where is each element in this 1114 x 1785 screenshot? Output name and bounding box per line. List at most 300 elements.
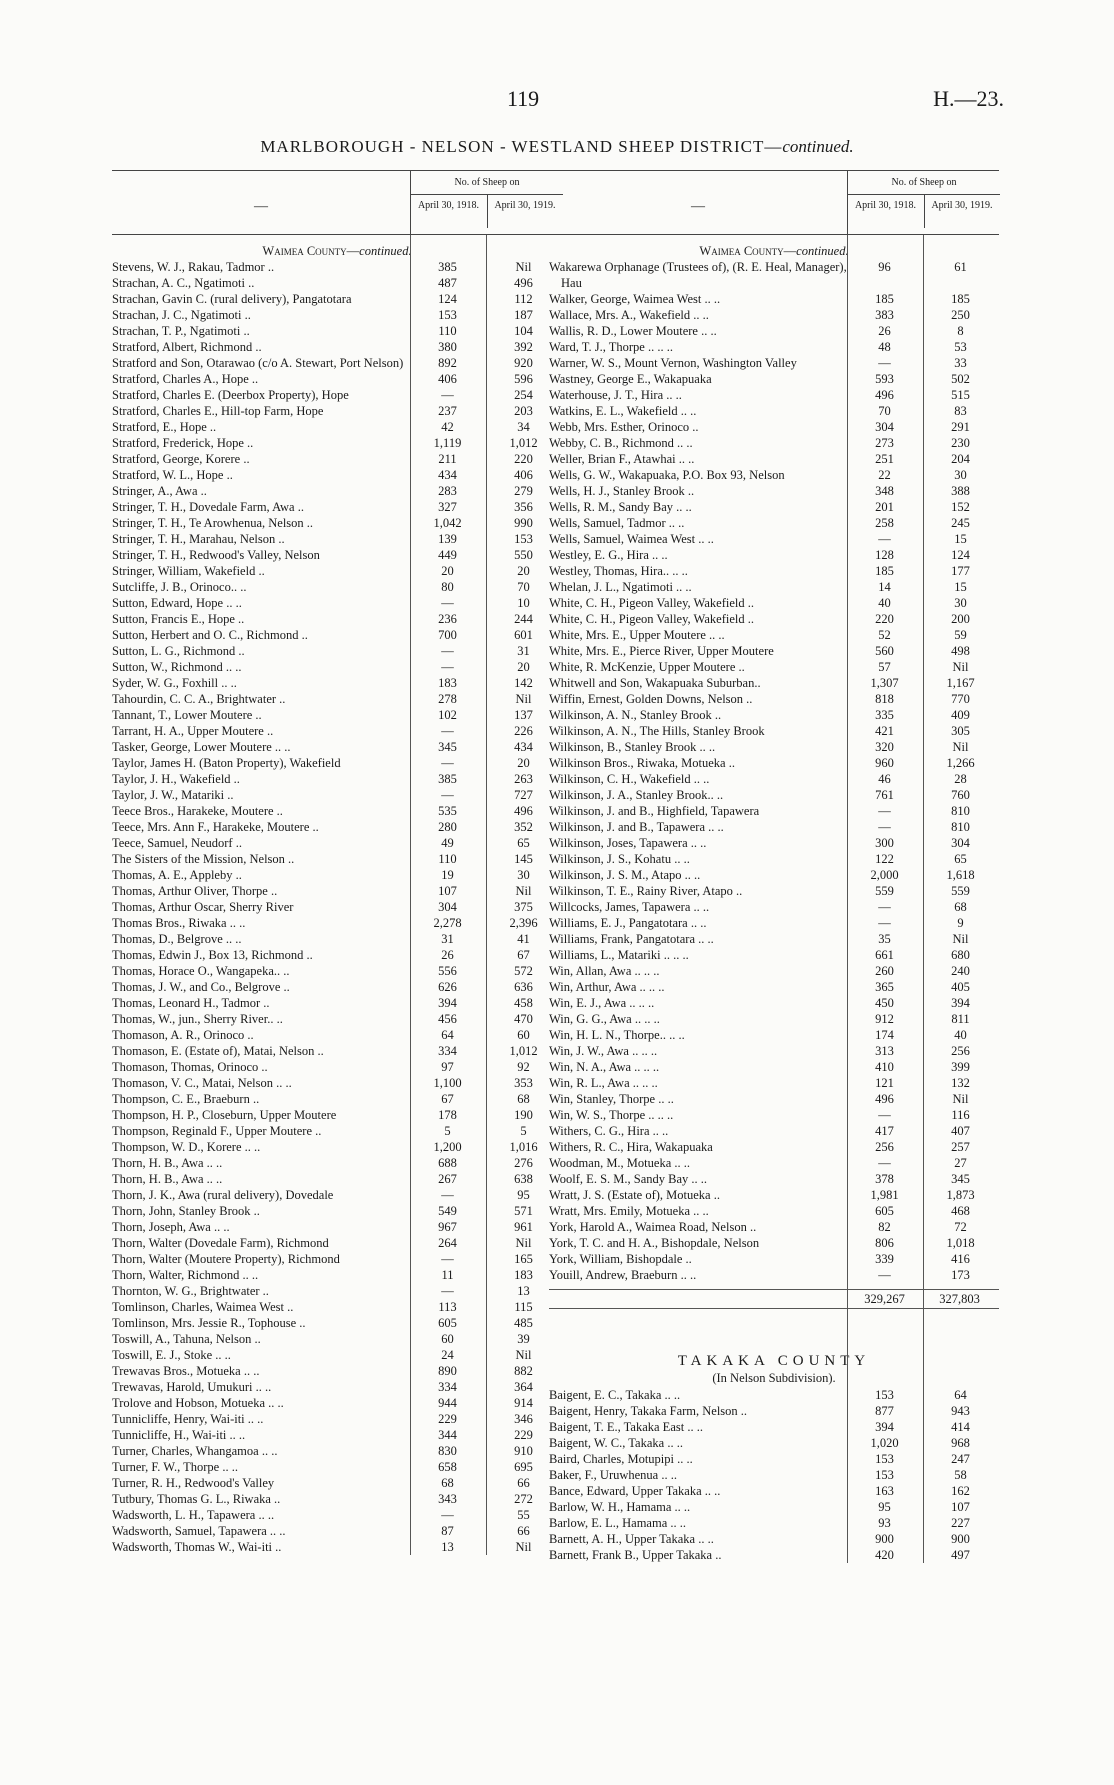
table-row: [549, 419, 999, 435]
table-row: [112, 1123, 562, 1139]
sheep-1918: 40: [878, 596, 891, 610]
owner-name: Baird, Charles, Motupipi .. ..: [549, 1452, 693, 1466]
sheep-1918: 163: [875, 1484, 894, 1498]
sheep-1918: 31: [441, 932, 454, 946]
sheep-1918: 912: [875, 1012, 894, 1026]
table-row: [549, 307, 999, 323]
table-row: [549, 995, 999, 1011]
table-row: [112, 915, 562, 931]
sheep-1919: 305: [951, 724, 970, 738]
sheep-1918: 220: [875, 612, 894, 626]
table-row: [112, 611, 562, 627]
table-row: [112, 1027, 562, 1043]
owner-name: Wilkinson, A. N., The Hills, Stanley Brook: [549, 724, 765, 738]
table-row: [112, 787, 562, 803]
sheep-1919: 1,012: [509, 1044, 538, 1058]
sheep-1919: 1,266: [946, 756, 975, 770]
sheep-1919: 250: [951, 308, 970, 322]
owner-name: Thorn, H. B., Awa .. ..: [112, 1156, 223, 1170]
table-row: [549, 819, 999, 835]
sheep-1919: 470: [514, 1012, 533, 1026]
sheep-1918: 892: [438, 356, 457, 370]
sheep-1919: 485: [514, 1316, 533, 1330]
owner-name: Baigent, T. E., Takaka East .. ..: [549, 1420, 703, 1434]
owner-name: Strachan, A. C., Ngatimoti ..: [112, 276, 255, 290]
sheep-1919: 1,018: [946, 1236, 975, 1250]
table-row: [112, 979, 562, 995]
sheep-1918: 264: [438, 1236, 457, 1250]
sheep-1919: 124: [951, 548, 970, 562]
sheep-1919: 882: [514, 1364, 533, 1378]
sheep-1918: 236: [438, 612, 457, 626]
sheep-1918: 890: [438, 1364, 457, 1378]
table-row: [112, 899, 562, 915]
owner-name: Baigent, E. C., Takaka .. ..: [549, 1388, 681, 1402]
sheep-1919: 345: [951, 1172, 970, 1186]
table-row: [549, 259, 999, 291]
owner-name: Win, H. L. N., Thorpe.. .. ..: [549, 1028, 685, 1042]
table-row: [112, 1251, 562, 1267]
sheep-1919: 2,396: [509, 916, 538, 930]
sheep-1919: 914: [514, 1396, 533, 1410]
sheep-1918: 605: [438, 1316, 457, 1330]
sheep-1919: 67: [517, 948, 530, 962]
owner-name: Thomas, W., jun., Sherry River.. ..: [112, 1012, 283, 1026]
sheep-1918: 1,020: [870, 1436, 899, 1450]
table-row: [112, 995, 562, 1011]
sheep-1919: 27: [954, 1156, 967, 1170]
owner-name: Stratford, W. L., Hope ..: [112, 468, 233, 482]
sheep-1918: 278: [438, 692, 457, 706]
owner-name: White, C. H., Pigeon Valley, Wakefield ..: [549, 612, 754, 626]
owner-name: Wilkinson, J. A., Stanley Brook.. ..: [549, 788, 724, 802]
sheep-1919: 256: [951, 1044, 970, 1058]
sheep-1918: 102: [438, 708, 457, 722]
sheep-1919: 230: [951, 436, 970, 450]
owner-name: Thompson, H. P., Closeburn, Upper Moutere: [112, 1108, 337, 1122]
table-row: [549, 899, 999, 915]
sheep-1918: 64: [441, 1028, 454, 1042]
owner-name: Withers, C. G., Hira .. ..: [549, 1124, 669, 1138]
sheep-1919: 116: [951, 1108, 970, 1122]
sheep-1919: 165: [514, 1252, 533, 1266]
sheep-1919: Nil: [515, 1236, 532, 1250]
sheep-1919: 405: [951, 980, 970, 994]
table-row: [549, 723, 999, 739]
owner-name: Win, Stanley, Thorpe .. ..: [549, 1092, 674, 1106]
sheep-1919: 226: [514, 724, 533, 738]
table-row: [549, 1091, 999, 1107]
sheep-1919: 388: [951, 484, 970, 498]
sheep-1919: 727: [514, 788, 533, 802]
owner-name: Win, N. A., Awa .. .. ..: [549, 1060, 660, 1074]
sheep-1919: Nil: [515, 1540, 532, 1554]
sheep-1919: 352: [514, 820, 533, 834]
sheep-1918: 5: [444, 1124, 451, 1138]
table-row: [549, 451, 999, 467]
sheep-1918: 68: [441, 1476, 454, 1490]
sheep-1918: 700: [438, 628, 457, 642]
table-row: [112, 803, 562, 819]
table-row: [112, 1155, 562, 1171]
owner-name: Williams, L., Matariki .. .. ..: [549, 948, 689, 962]
table-row: [549, 659, 999, 675]
sheep-1919: 364: [514, 1380, 533, 1394]
sheep-1919: Nil: [952, 1092, 969, 1106]
table-row: [112, 1043, 562, 1059]
section-heading-text: Waimea County—: [262, 244, 360, 258]
table-row: [549, 323, 999, 339]
owner-name: Thomas, D., Belgrove .. ..: [112, 932, 242, 946]
sheep-1918: 35: [878, 932, 891, 946]
owner-name: Warner, W. S., Mount Vernon, Washington Valley: [549, 356, 797, 370]
sheep-1919: 263: [514, 772, 533, 786]
col-1919-header: April 30, 1919.: [924, 194, 999, 228]
owner-name: Trewavas Bros., Motueka .. ..: [112, 1364, 260, 1378]
table-row: [549, 1531, 999, 1547]
sheep-1919: 515: [951, 388, 970, 402]
owner-name: Wells, G. W., Wakapuaka, P.O. Box 93, Nelson: [549, 468, 785, 482]
owner-name: Wilkinson Bros., Riwaka, Motueka ..: [549, 756, 735, 770]
owner-name: Turner, F. W., Thorpe .. ..: [112, 1460, 238, 1474]
sheep-1918: 229: [438, 1412, 457, 1426]
sheep-1919: 115: [514, 1300, 533, 1314]
owner-name: Williams, E. J., Pangatotara .. ..: [549, 916, 707, 930]
sheep-1919: 30: [954, 596, 967, 610]
sheep-1918: 70: [878, 404, 891, 418]
owner-name: Sutcliffe, J. B., Orinoco.. ..: [112, 580, 247, 594]
owner-name: Teece Bros., Harakeke, Moutere ..: [112, 804, 283, 818]
sheep-1918: 313: [875, 1044, 894, 1058]
sheep-1919: 59: [954, 628, 967, 642]
sheep-1919: 409: [951, 708, 970, 722]
sheep-1918: 560: [875, 644, 894, 658]
sheep-1918: 449: [438, 548, 457, 562]
sheep-1918: 420: [875, 1548, 894, 1562]
sheep-1919: 399: [951, 1060, 970, 1074]
owner-name: Tutbury, Thomas G. L., Riwaka ..: [112, 1492, 281, 1506]
sheep-1918: 327: [438, 500, 457, 514]
sheep-1918: 153: [875, 1452, 894, 1466]
owner-name: Wilkinson, A. N., Stanley Brook ..: [549, 708, 722, 722]
owner-name: Ward, T. J., Thorpe .. .. ..: [549, 340, 673, 354]
sheep-1918: 626: [438, 980, 457, 994]
sheep-1919: 28: [954, 772, 967, 786]
sheep-1919: 920: [514, 356, 533, 370]
table-row: [549, 1235, 999, 1251]
sheep-1919: 145: [514, 852, 533, 866]
table-row: [549, 963, 999, 979]
sheep-1918: 406: [438, 372, 457, 386]
sheep-1918: 345: [438, 740, 457, 754]
table-row: [549, 403, 999, 419]
sheep-1918: 153: [438, 308, 457, 322]
sheep-1919: 760: [951, 788, 970, 802]
sheep-1918: 806: [875, 1236, 894, 1250]
table-row: [549, 1467, 999, 1483]
table-row: [549, 1251, 999, 1267]
sheep-1919: 810: [951, 804, 970, 818]
sheep-1918: —: [441, 1284, 454, 1298]
table-row: [112, 659, 562, 675]
owner-name: Wilkinson, C. H., Wakefield .. ..: [549, 772, 710, 786]
owner-name: Syder, W. G., Foxhill .. ..: [112, 676, 237, 690]
sheep-1918: 251: [875, 452, 894, 466]
sheep-1919: 55: [517, 1508, 530, 1522]
sheep-1919: 68: [517, 1092, 530, 1106]
table-row: [112, 1427, 562, 1443]
sheep-1918: 380: [438, 340, 457, 354]
table-row: [112, 291, 562, 307]
owner-name: Tomlinson, Charles, Waimea West ..: [112, 1300, 294, 1314]
table-row: [549, 291, 999, 307]
owner-name: Withers, R. C., Hira, Wakapuaka: [549, 1140, 713, 1154]
table-row: [549, 611, 999, 627]
sheep-1919: 497: [951, 1548, 970, 1562]
table-row: [112, 1139, 562, 1155]
sheep-1919: Nil: [515, 692, 532, 706]
owner-list: [112, 259, 562, 1555]
sheep-1919: 990: [514, 516, 533, 530]
sheep-1919: 695: [514, 1460, 533, 1474]
table-row: [112, 1443, 562, 1459]
table-row: [112, 355, 562, 371]
sheep-1918: 178: [438, 1108, 457, 1122]
table-row: [112, 1235, 562, 1251]
table-row: [549, 1267, 999, 1283]
sheep-1918: 658: [438, 1460, 457, 1474]
table-row: [112, 1539, 562, 1555]
owner-name: York, William, Bishopdale ..: [549, 1252, 692, 1266]
table-row: [549, 1547, 999, 1563]
sheep-1919: 496: [514, 804, 533, 818]
owner-name: Wilkinson, J. and B., Highfield, Tapawera: [549, 804, 760, 818]
sheep-1919: 375: [514, 900, 533, 914]
owner-name: Thorn, Joseph, Awa .. ..: [112, 1220, 230, 1234]
table-row: [549, 1499, 999, 1515]
table-row: [549, 387, 999, 403]
sheep-1918: —: [878, 916, 891, 930]
sheep-1918: 122: [875, 852, 894, 866]
sheep-1918: 110: [438, 324, 457, 338]
sheep-1919: 10: [517, 596, 530, 610]
owner-name: Turner, R. H., Redwood's Valley: [112, 1476, 275, 1490]
page-code: H.—23.: [933, 86, 1004, 111]
table-row: [112, 755, 562, 771]
sheep-1918: 304: [438, 900, 457, 914]
sheep-1918: 496: [875, 1092, 894, 1106]
table-row: [549, 595, 999, 611]
table-row: [549, 467, 999, 483]
owner-name: Wratt, Mrs. Emily, Motueka .. ..: [549, 1204, 709, 1218]
table-row: [549, 947, 999, 963]
table-row: [549, 1011, 999, 1027]
sheep-1918: 13: [441, 1540, 454, 1554]
owner-name: Stringer, T. H., Dovedale Farm, Awa ..: [112, 500, 304, 514]
sheep-1918: 944: [438, 1396, 457, 1410]
sheep-1918: 26: [441, 948, 454, 962]
sheep-1918: 60: [441, 1332, 454, 1346]
column-rule: [923, 235, 924, 1563]
owner-name: Tasker, George, Lower Moutere .. ..: [112, 740, 291, 754]
owner-name: Thorn, Walter, Richmond .. ..: [112, 1268, 259, 1282]
table-row: [112, 1075, 562, 1091]
sheep-1918: 348: [875, 484, 894, 498]
table-row: [549, 1155, 999, 1171]
sheep-1918: 283: [438, 484, 457, 498]
sheep-1919: 550: [514, 548, 533, 562]
owner-name: Weller, Brian F., Atawhai .. ..: [549, 452, 695, 466]
sheep-1919: 227: [951, 1516, 970, 1530]
sheep-1919: 15: [954, 580, 967, 594]
owner-name: Willcocks, James, Tapawera .. ..: [549, 900, 710, 914]
owner-name: Wilkinson, J. and B., Tapawera .. ..: [549, 820, 724, 834]
owner-name: Barlow, W. H., Hamama .. ..: [549, 1500, 691, 1514]
sheep-1919: 407: [951, 1124, 970, 1138]
sheep-1918: 535: [438, 804, 457, 818]
owner-name: Wilkinson, J. S. M., Atapo .. ..: [549, 868, 701, 882]
sheep-1919: 636: [514, 980, 533, 994]
owner-name: Woolf, E. S. M., Sandy Bay .. ..: [549, 1172, 708, 1186]
takaka-county-heading: TAKAKA COUNTY: [677, 1353, 871, 1369]
sheep-1919: 304: [951, 836, 970, 850]
sheep-1918: 82: [878, 1220, 891, 1234]
sheep-1919: 245: [951, 516, 970, 530]
owner-name: Tannant, T., Lower Moutere ..: [112, 708, 262, 722]
owner-name: Stringer, T. H., Marahau, Nelson ..: [112, 532, 285, 546]
owner-name: Strachan, T. P., Ngatimoti ..: [112, 324, 250, 338]
table-row: [112, 819, 562, 835]
sheep-1919: 203: [514, 404, 533, 418]
owner-name: Win, Allan, Awa .. .. ..: [549, 964, 660, 978]
owner-name: Win, J. W., Awa .. .. ..: [549, 1044, 658, 1058]
sheep-1918: 830: [438, 1444, 457, 1458]
sheep-1919: 53: [954, 340, 967, 354]
sheep-1918: 185: [875, 564, 894, 578]
owner-name: Stratford, E., Hope ..: [112, 420, 217, 434]
sheep-1918: 365: [875, 980, 894, 994]
owner-name: Baker, F., Uruwhenua .. ..: [549, 1468, 677, 1482]
sheep-1918: 378: [875, 1172, 894, 1186]
sheep-1918: —: [878, 532, 891, 546]
sheep-1919: 458: [514, 996, 533, 1010]
owner-name: Wratt, J. S. (Estate of), Motueka ..: [549, 1188, 720, 1202]
sheep-1919: 68: [954, 900, 967, 914]
sheep-1919: 559: [951, 884, 970, 898]
sheep-1918: 110: [438, 852, 457, 866]
sheep-1919: 346: [514, 1412, 533, 1426]
county-total-row: [549, 1289, 999, 1309]
sheep-1918: 343: [438, 1492, 457, 1506]
owner-name: Westley, Thomas, Hira.. .. ..: [549, 564, 688, 578]
table-row: [112, 419, 562, 435]
sheep-1918: —: [441, 1252, 454, 1266]
table-row: [112, 339, 562, 355]
table-row: [549, 739, 999, 755]
page-title: [0, 137, 1114, 157]
table-row: [549, 915, 999, 931]
sheep-1919: 65: [517, 836, 530, 850]
sheep-1919: 276: [514, 1156, 533, 1170]
owner-name: Toswill, A., Tahuna, Nelson ..: [112, 1332, 261, 1346]
sheep-1918: 46: [878, 772, 891, 786]
sheep-1918: 1,119: [433, 436, 462, 450]
sheep-1918: 559: [875, 884, 894, 898]
table-row: [112, 1267, 562, 1283]
sheep-1919: 33: [954, 356, 967, 370]
owner-name: Wallace, Mrs. A., Wakefield .. ..: [549, 308, 709, 322]
col-1919-header: April 30, 1919.: [487, 194, 562, 228]
sheep-1918: 256: [875, 1140, 894, 1154]
owner-name: Strachan, J. C., Ngatimoti ..: [112, 308, 251, 322]
owner-name: Wadsworth, Thomas W., Wai-iti ..: [112, 1540, 282, 1554]
owner-name: Tarrant, H. A., Upper Moutere ..: [112, 724, 274, 738]
sheep-1919: 1,167: [946, 676, 975, 690]
sheep-1919: 257: [951, 1140, 970, 1154]
sheep-1919: 83: [954, 404, 967, 418]
sheep-1918: 49: [441, 836, 454, 850]
owner-name: Thomas, J. W., and Co., Belgrove ..: [112, 980, 290, 994]
table-row: [112, 1363, 562, 1379]
owner-column-header: —: [254, 199, 268, 214]
table-row: [549, 579, 999, 595]
sheep-1918: —: [878, 1108, 891, 1122]
table-row: [112, 675, 562, 691]
sheep-1918: 335: [875, 708, 894, 722]
table-row: [549, 1059, 999, 1075]
owner-name: Barlow, E. L., Hamama .. ..: [549, 1516, 686, 1530]
table-row: [549, 755, 999, 771]
sheep-count-label: No. of Sheep on: [454, 177, 520, 188]
sheep-1919: 70: [517, 580, 530, 594]
sheep-1918: 818: [875, 692, 894, 706]
sheep-1919: 40: [954, 1028, 967, 1042]
sheep-1919: 200: [951, 612, 970, 626]
sheep-1919: Nil: [952, 660, 969, 674]
sheep-1919: 20: [517, 564, 530, 578]
sheep-1918: 450: [875, 996, 894, 1010]
sheep-1919: 502: [951, 372, 970, 386]
table-row: [549, 1419, 999, 1435]
table-row: [549, 771, 999, 787]
sheep-1919: 152: [951, 500, 970, 514]
table-row: [112, 1491, 562, 1507]
sheep-1918: 67: [441, 1092, 454, 1106]
table-row: [112, 643, 562, 659]
owner-name: Win, W. S., Thorpe .. .. ..: [549, 1108, 674, 1122]
owner-name: Thomas, Edwin J., Box 13, Richmond ..: [112, 948, 313, 962]
owner-name: Walker, George, Waimea West .. ..: [549, 292, 721, 306]
sheep-1918: 124: [438, 292, 457, 306]
table-row: [549, 483, 999, 499]
owner-name: Wilkinson, J. S., Kohatu .. ..: [549, 852, 690, 866]
table-row: [112, 707, 562, 723]
sheep-1919: 1,873: [946, 1188, 975, 1202]
sheep-1919: 9: [957, 916, 964, 930]
total-1918: 329,267: [864, 1292, 905, 1306]
sheep-1918: 87: [441, 1524, 454, 1538]
owner-name: Win, E. J., Awa .. .. ..: [549, 996, 655, 1010]
owner-name: Whitwell and Son, Wakapuaka Suburban..: [549, 676, 761, 690]
sheep-1918: —: [878, 1156, 891, 1170]
sheep-1918: 417: [875, 1124, 894, 1138]
table-row: [549, 883, 999, 899]
table-row: [112, 323, 562, 339]
owner-name: Sutton, W., Richmond .. ..: [112, 660, 242, 674]
table-row: [549, 1107, 999, 1123]
sheep-1919: 414: [951, 1420, 970, 1434]
owner-name: White, Mrs. E., Pierce River, Upper Moutere: [549, 644, 774, 658]
